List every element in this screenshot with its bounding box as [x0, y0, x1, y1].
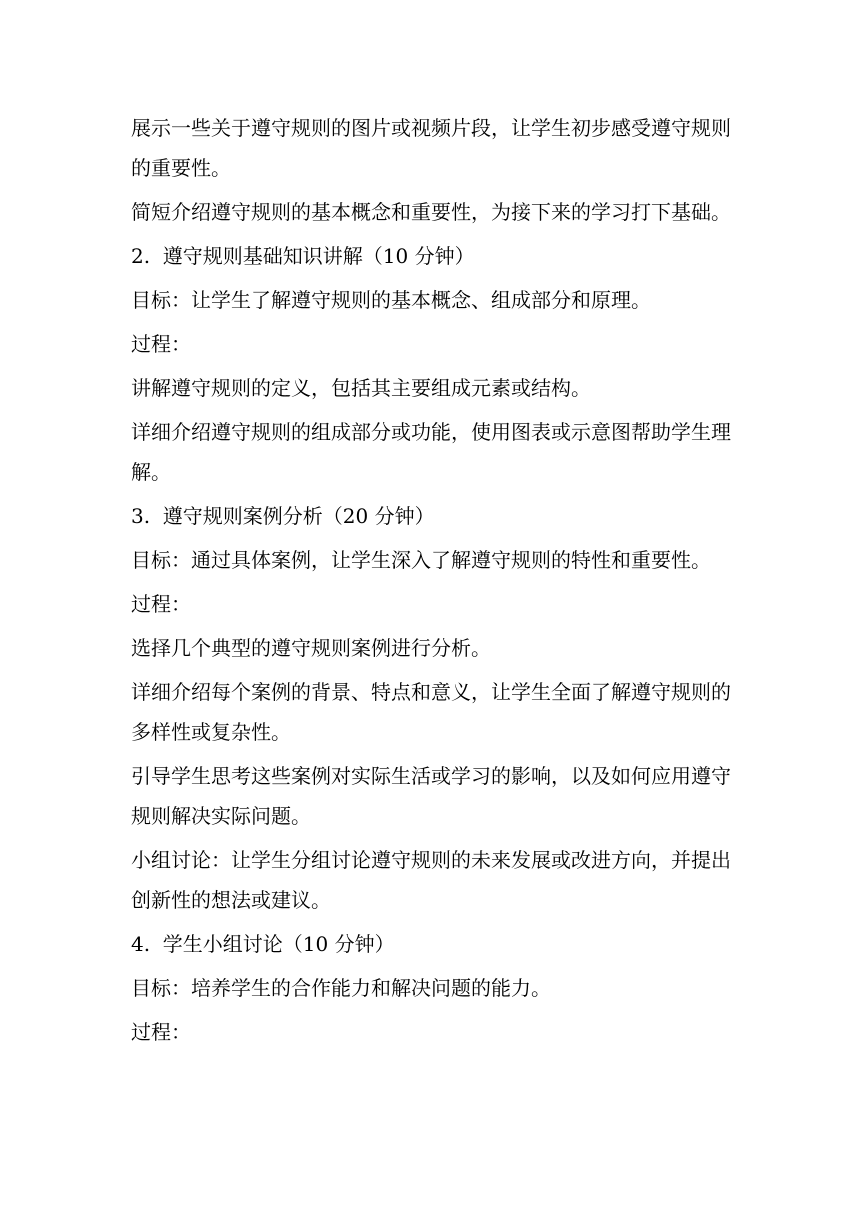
section-heading: 2. 遵守规则基础知识讲解（10 分钟）	[131, 244, 475, 268]
paragraph: 目标：通过具体案例，让学生深入了解遵守规则的特性和重要性。	[131, 548, 711, 572]
paragraph: 小组讨论：让学生分组讨论遵守规则的未来发展或改进方向，并提出创新性的想法或建议。	[131, 848, 731, 912]
paragraph: 目标：让学生了解遵守规则的基本概念、组成部分和原理。	[131, 288, 651, 312]
paragraph: 目标：培养学生的合作能力和解决问题的能力。	[131, 976, 551, 1000]
section-heading: 3. 遵守规则案例分析（20 分钟）	[131, 504, 435, 528]
section-heading: 4. 学生小组讨论（10 分钟）	[131, 932, 395, 956]
paragraph: 展示一些关于遵守规则的图片或视频片段，让学生初步感受遵守规则的重要性。	[131, 116, 731, 180]
paragraph: 过程：	[131, 1020, 191, 1044]
paragraph: 详细介绍遵守规则的组成部分或功能，使用图表或示意图帮助学生理解。	[131, 420, 731, 484]
document-body	[131, 108, 731, 1056]
paragraph: 简短介绍遵守规则的基本概念和重要性，为接下来的学习打下基础。	[131, 200, 731, 224]
paragraph: 选择几个典型的遵守规则案例进行分析。	[131, 636, 491, 660]
paragraph: 过程：	[131, 332, 191, 356]
paragraph: 引导学生思考这些案例对实际生活或学习的影响，以及如何应用遵守规则解决实际问题。	[131, 764, 731, 828]
paragraph: 过程：	[131, 592, 191, 616]
paragraph: 讲解遵守规则的定义，包括其主要组成元素或结构。	[131, 376, 591, 400]
paragraph: 详细介绍每个案例的背景、特点和意义，让学生全面了解遵守规则的多样性或复杂性。	[131, 680, 731, 744]
